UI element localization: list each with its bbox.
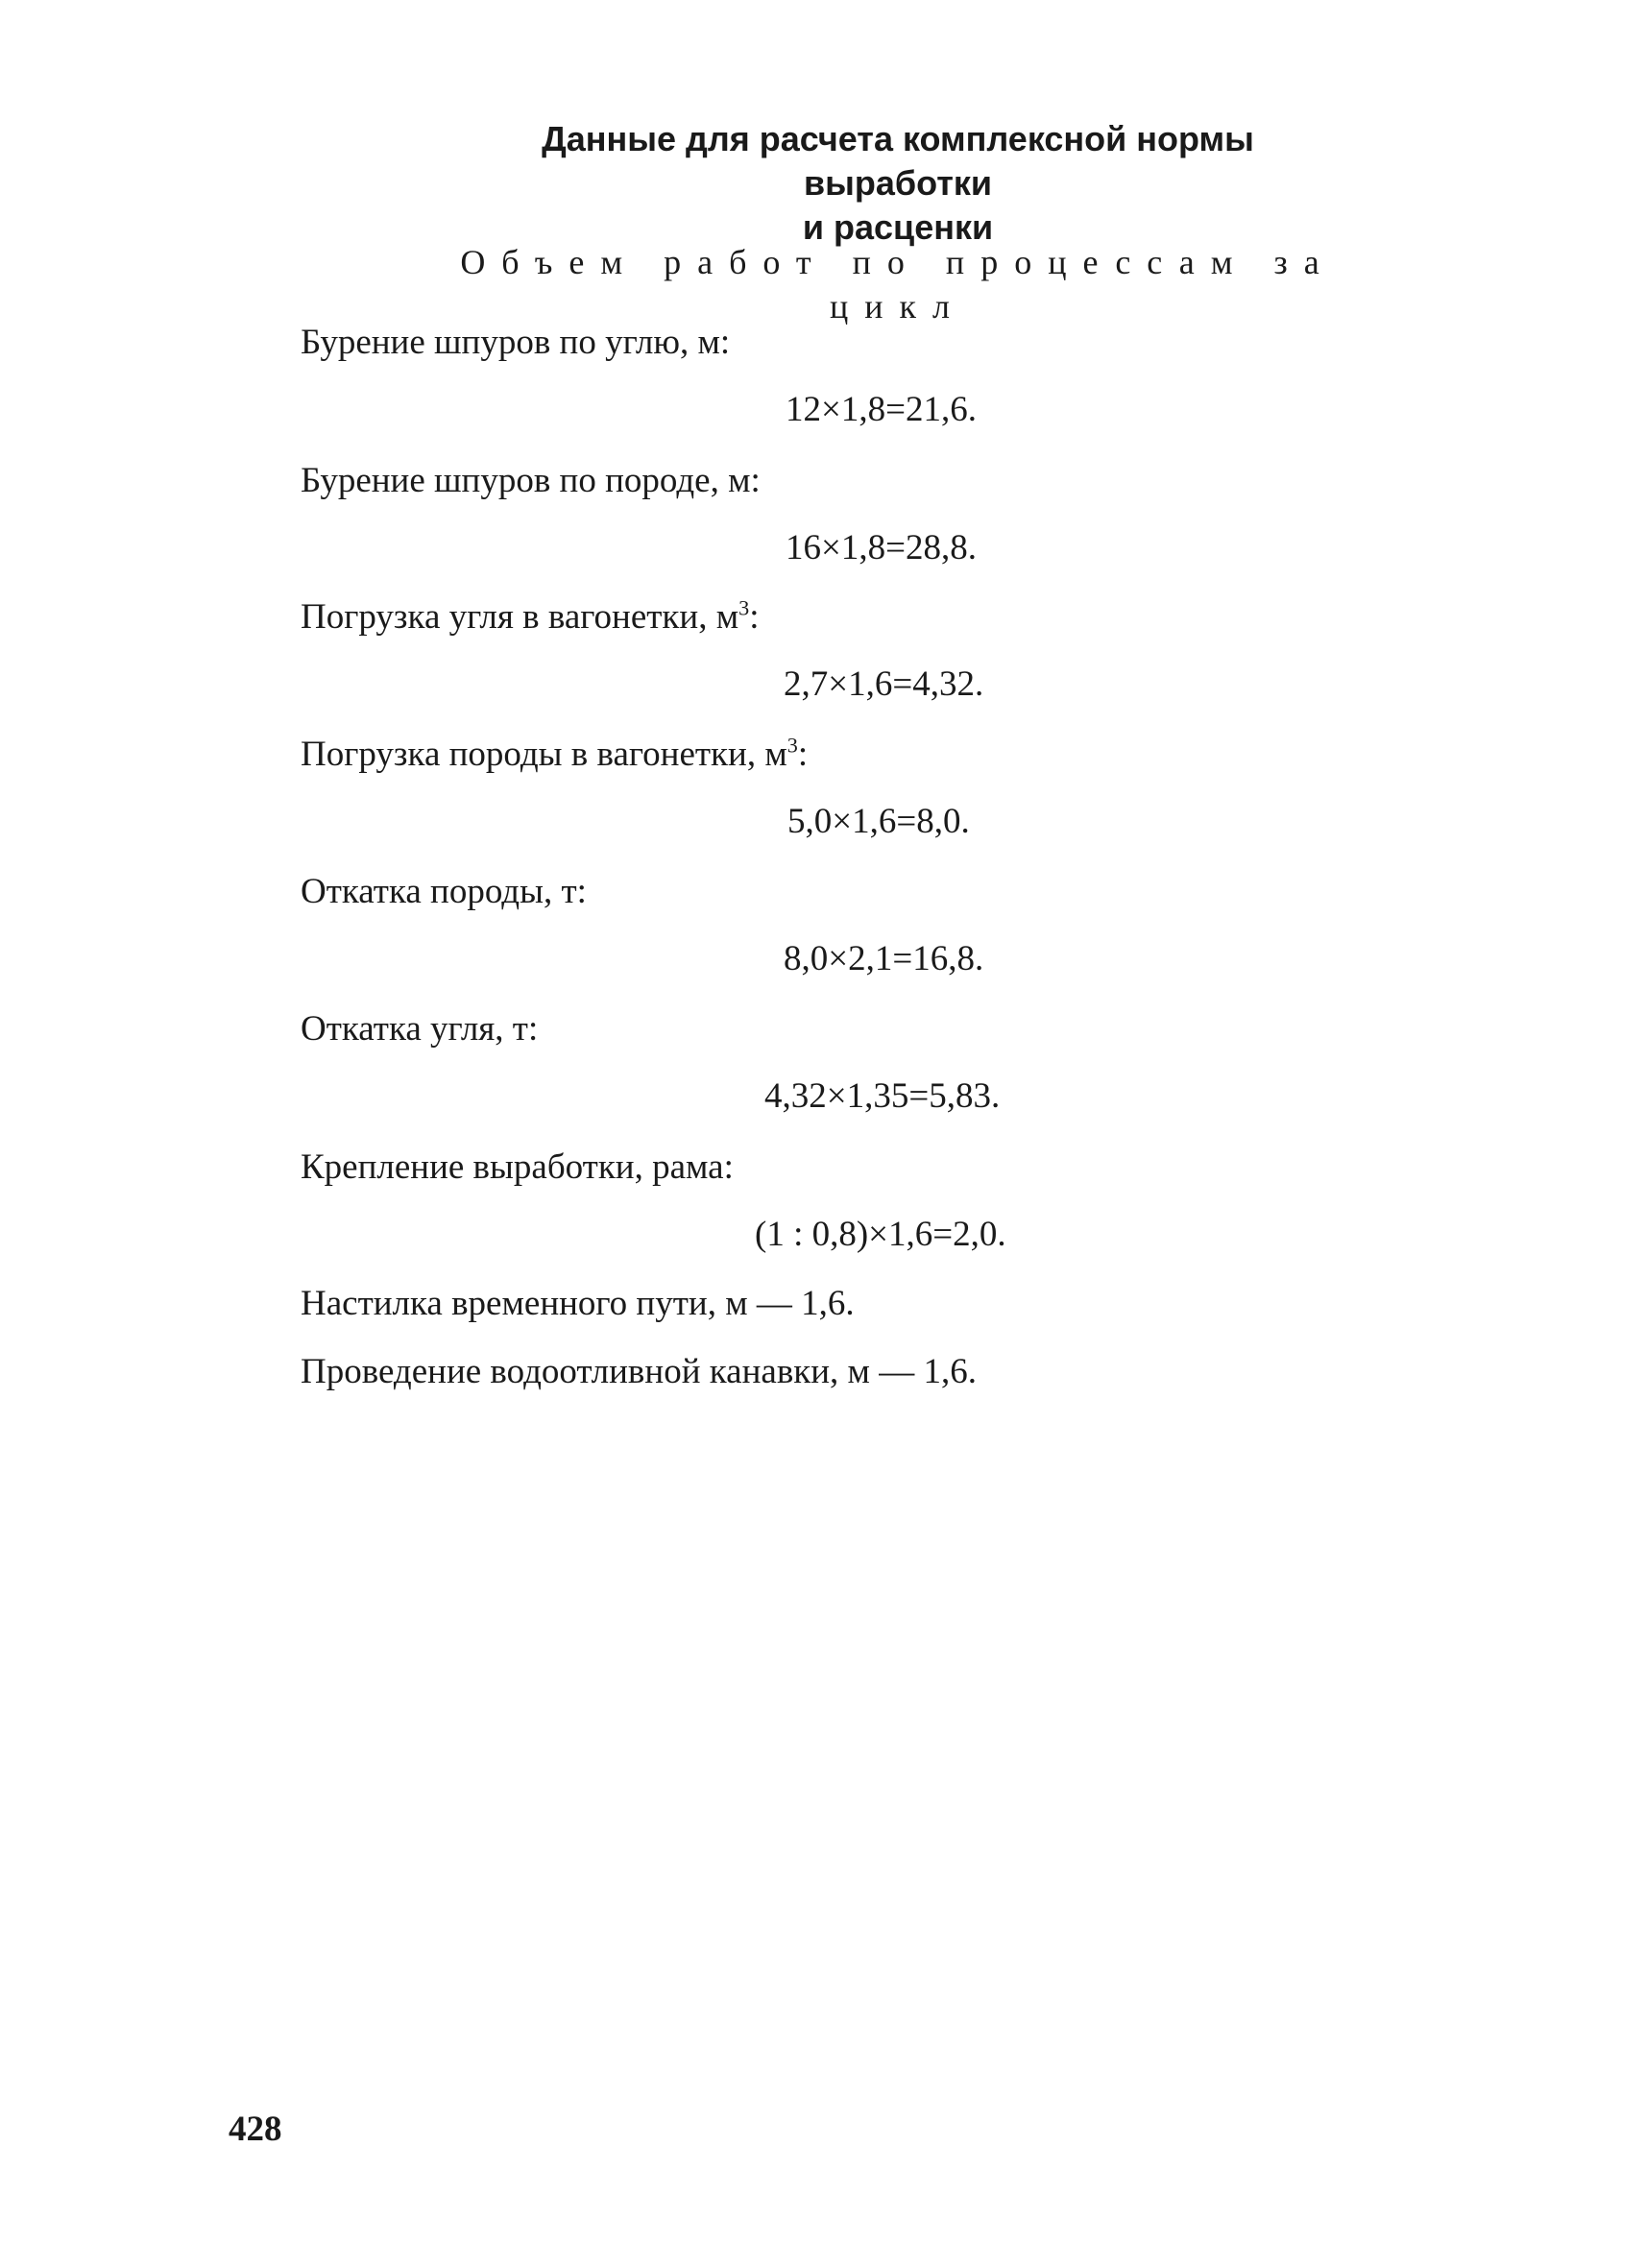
item-label-drilling-coal: Бурение шпуров по углю, м: [301,323,731,362]
page-number: 428 [229,2110,282,2149]
item-label-haulage-rock: Откатка породы, т: [301,872,587,911]
item-label-haulage-coal: Откатка угля, т: [301,1009,539,1049]
section-subtitle: Объем работ по процессам за цикл [460,243,1336,326]
item-label-drilling-rock: Бурение шпуров по породе, м: [301,461,761,500]
title-line-1: Данные для расчета комплексной нормы выработки [542,119,1254,203]
item-label-support: Крепление выработки, рама: [301,1147,734,1187]
item-formula-loading-rock: 5,0×1,6=8,0. [787,802,970,841]
item-formula-drilling-coal: 12×1,8=21,6. [786,390,977,429]
item-formula-drilling-rock: 16×1,8=28,8. [786,528,977,567]
item-formula-haulage-coal: 4,32×1,35=5,83. [764,1076,1001,1116]
item-label-loading-rock: Погрузка породы в вагонетки, $м^3$: [301,733,809,774]
item-formula-loading-coal: 2,7×1,6=4,32. [784,664,984,704]
item-formula-support: (1 : 0,8)×1,6=2,0. [755,1215,1006,1254]
item-formula-haulage-rock: 8,0×2,1=16,8. [784,939,984,978]
title-line-2: и расценки [802,207,994,247]
item-label-track-laying: Настилка временного пути, м — 1,6. [301,1284,855,1323]
page-title [451,117,1344,250]
item-label-drainage-ditch: Проведение водоотливной канавки, м — 1,6. [301,1352,977,1391]
item-label-loading-coal: Погрузка угля в вагонетки, $м^3$: [301,595,760,637]
